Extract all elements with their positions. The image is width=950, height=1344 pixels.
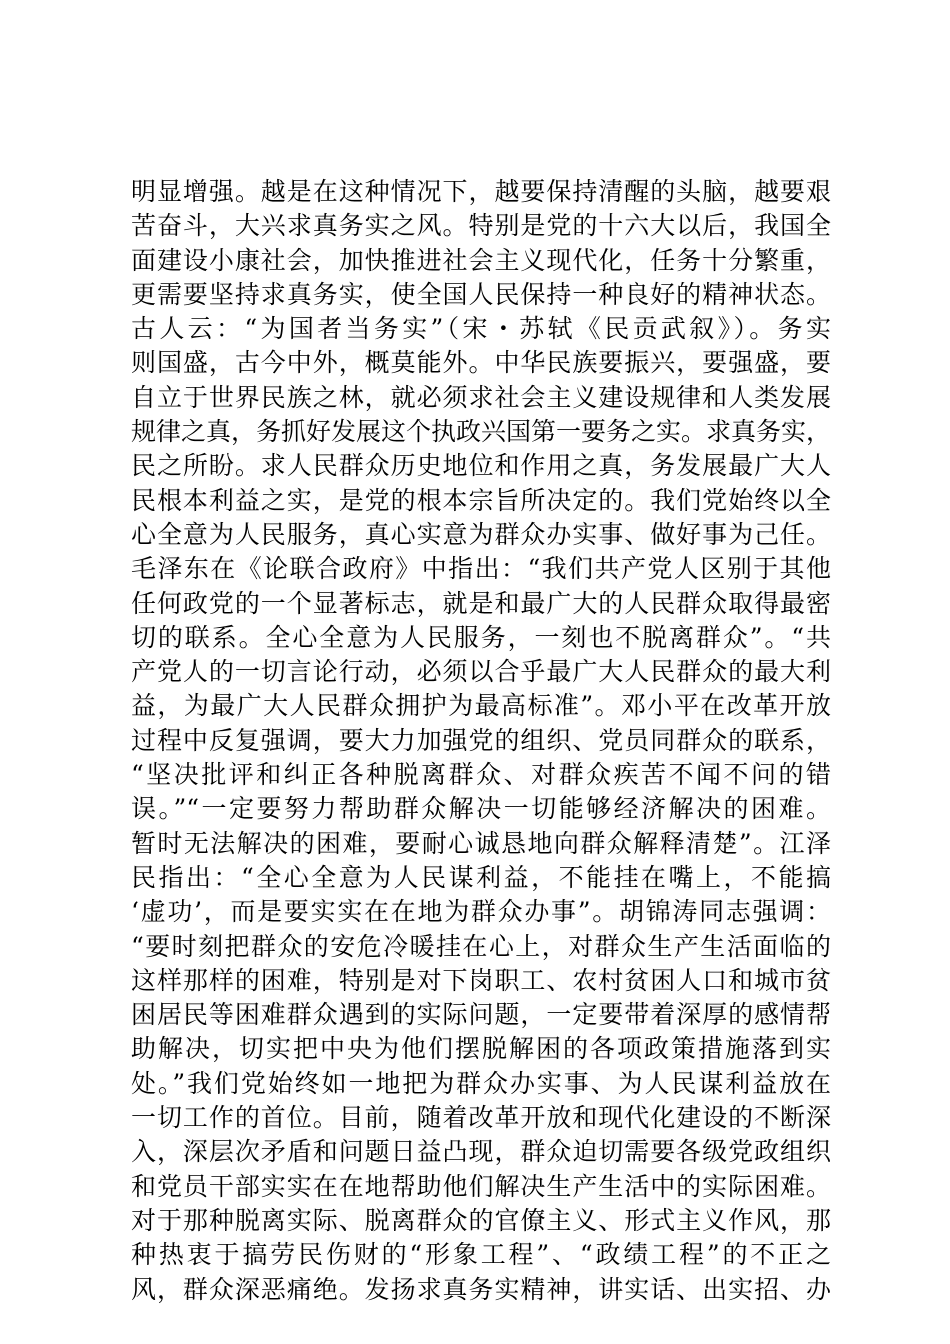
- text-line: 风，群众深恶痛绝。发扬求真务实精神，讲实话、出实招、办: [131, 1274, 831, 1304]
- text-line: 暂时无法解决的困难，要耐心诚恳地向群众解释清楚”。江泽: [131, 828, 831, 858]
- text-line: 一切工作的首位。目前，随着改革开放和现代化建设的不断深: [131, 1103, 831, 1133]
- text-line: 种热衷于搞劳民伤财的“形象工程”、“政绩工程”的不正之: [131, 1240, 831, 1270]
- text-line: 对于那种脱离实际、脱离群众的官僚主义、形式主义作风，那: [131, 1205, 831, 1235]
- text-line: 心全意为人民服务，真心实意为群众办实事、做好事为己任。: [131, 519, 831, 549]
- text-line: “坚决批评和纠正各种脱离群众、对群众疾苦不闻不问的错: [131, 760, 831, 790]
- text-line: 这样那样的困难，特别是对下岗职工、农村贫困人口和城市贫: [131, 965, 831, 995]
- text-line: 苦奋斗，大兴求真务实之风。特别是党的十六大以后，我国全: [131, 211, 831, 241]
- text-line: 入，深层次矛盾和问题日益凸现，群众迫切需要各级党政组织: [131, 1137, 831, 1167]
- text-line: 困居民等困难群众遇到的实际问题，一定要带着深厚的感情帮: [131, 1000, 831, 1030]
- text-line: 更需要坚持求真务实，使全国人民保持一种良好的精神状态。: [131, 279, 831, 309]
- text-line: 助解决，切实把中央为他们摆脱解困的各项政策措施落到实: [131, 1034, 831, 1064]
- text-line: 规律之真，务抓好发展这个执政兴国第一要务之实。求真务实，: [131, 417, 832, 447]
- text-line: 切的联系。全心全意为人民服务，一刻也不脱离群众”。“共: [131, 622, 831, 652]
- text-line: 毛泽东在《论联合政府》中指出：“我们共产党人区别于其他: [131, 554, 831, 584]
- text-line: 面建设小康社会，加快推进社会主义现代化，任务十分繁重，: [131, 245, 831, 275]
- text-line: 民指出：“全心全意为人民谋利益，不能挂在嘴上，不能搞: [131, 862, 831, 892]
- text-line: 明显增强。越是在这种情况下，越要保持清醒的头脑，越要艰: [131, 177, 831, 206]
- text-line: 和党员干部实实在在地帮助他们解决生产生活中的实际困难。: [131, 1171, 831, 1201]
- body-paragraph: [131, 175, 831, 1307]
- text-line: 过程中反复强调，要大力加强党的组织、党员同群众的联系，: [131, 725, 831, 755]
- text-line: 益，为最广大人民群众拥护为最高标准”。邓小平在改革开放: [131, 691, 831, 721]
- text-line: 误。”“一定要努力帮助群众解决一切能够经济解决的困难。: [131, 794, 831, 824]
- text-line: 任何政党的一个显著标志，就是和最广大的人民群众取得最密: [131, 588, 831, 618]
- text-line: “要时刻把群众的安危冷暖挂在心上，对群众生产生活面临的: [131, 931, 831, 961]
- text-line: 处。”我们党始终如一地把为群众办实事、为人民谋利益放在: [131, 1068, 831, 1098]
- text-line: 民根本利益之实，是党的根本宗旨所决定的。我们党始终以全: [131, 485, 831, 515]
- text-line: 产党人的一切言论行动，必须以合乎最广大人民群众的最大利: [131, 657, 831, 687]
- text-line: 则国盛，古今中外，概莫能外。中华民族要振兴，要强盛，要: [131, 348, 831, 378]
- text-line: 民之所盼。求人民群众历史地位和作用之真，务发展最广大人: [131, 451, 831, 481]
- text-line: 自立于世界民族之林，就必须求社会主义建设规律和人类发展: [131, 382, 831, 412]
- text-line: ‘虚功’，而是要实实在在地为群众办事”。胡锦涛同志强调：: [131, 897, 831, 927]
- text-line: 古人云：“为国者当务实”（宋・苏轼《民贡武叙》）。务实: [131, 314, 831, 344]
